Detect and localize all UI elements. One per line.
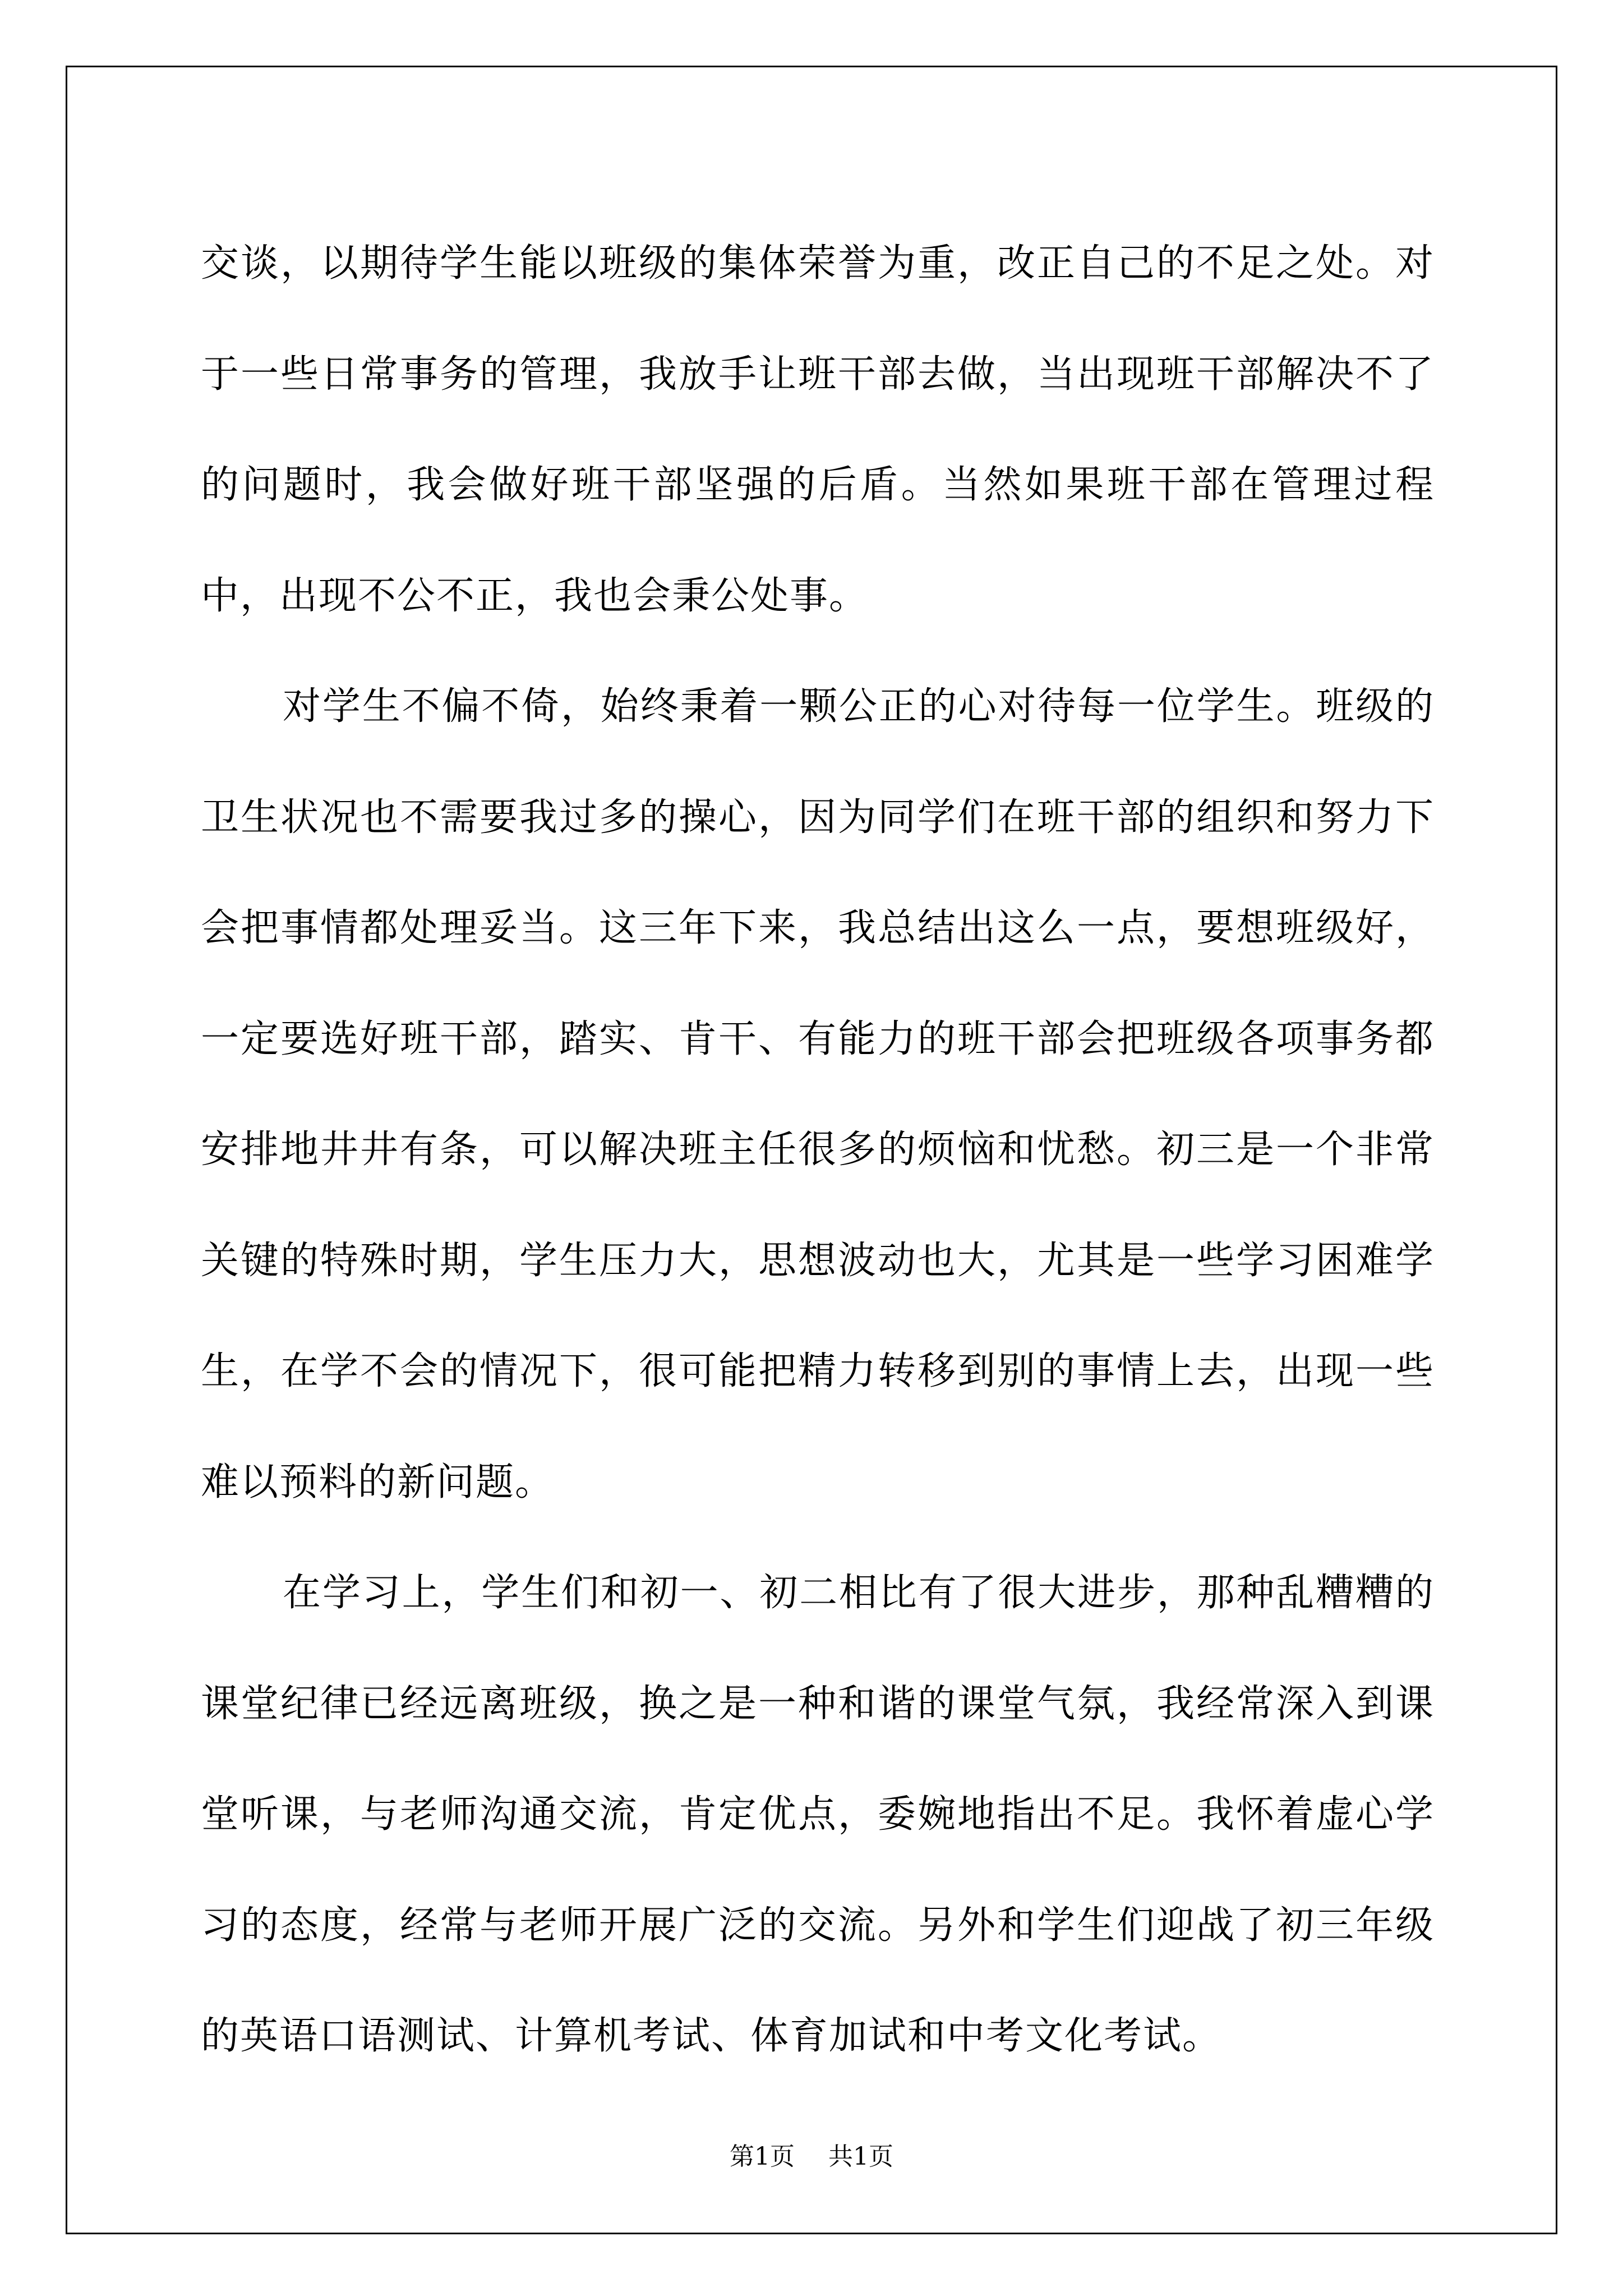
paragraph-1: 交谈，以期待学生能以班级的集体荣誉为重，改正自己的不足之处。对于一些日常事务的管理，我放手让班干部去做，当出现班干部解决不了的问题时，我会做好班干部坚强的后盾。当然如果班干部在管理过程中，出现不公不正，我也会秉公处事。 [201,241,1435,618]
page-footer [0,2136,1623,2172]
paragraph-2: 对学生不偏不倚，始终秉着一颗公正的心对待每一位学生。班级的卫生状况也不需要我过多的操心，因为同学们在班干部的组织和努力下会把事情都处理妥当。这三年下来，我总结出这么一点，要想班级好，一定要选好班干部，踏实、肯干、有能力的班干部会把班级各项事务都安排地井井有条，可以解决班主任很多的烦恼和忧愁。初三是一个非常关键的特殊时期，学生压力大，思想波动也大，尤其是一些学习困难学生，在学不会的情况下，很可能把精力转移到别的事情上去，出现一些难以预料的新问题。 [201,684,1435,1504]
page-total: 共1页 [828,2142,893,2171]
page-number: 第1页 [730,2142,795,2171]
paragraph-3: 在学习上，学生们和初一、初二相比有了很大进步，那种乱糟糟的课堂纪律已经远离班级，换之是一种和谐的课堂气氛，我经常深入到课堂听课，与老师沟通交流，肯定优点，委婉地指出不足。我怀着虚心学习的态度，经常与老师开展广泛的交流。另外和学生们迎战了初三年级的英语口语测试、计算机考试、体育加试和中考文化考试。 [201,1571,1435,2058]
document-body [201,208,1435,2092]
